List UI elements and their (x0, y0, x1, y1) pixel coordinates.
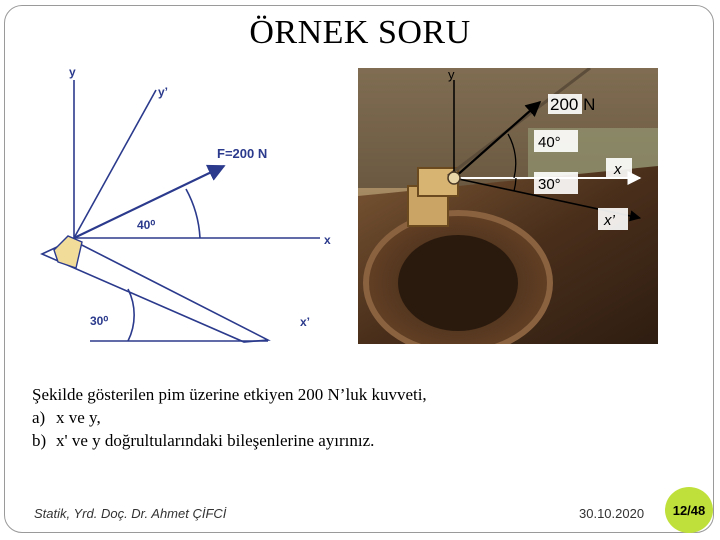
diagram-x-label: x (324, 233, 331, 247)
force-diagram (32, 62, 358, 348)
angle-arc-40 (186, 189, 200, 238)
footer-date: 30.10.2020 (579, 506, 645, 521)
photo-y-label: y (448, 68, 455, 82)
y-prime-axis-line (74, 90, 156, 238)
photo-x-label: x (614, 161, 622, 178)
pin-photo (358, 68, 658, 344)
problem-item-b (32, 429, 427, 452)
page-number-badge: 12/48 (665, 487, 713, 533)
diagram-y-label: y (69, 65, 76, 79)
footer-author: Statik, Yrd. Doç. Dr. Ahmet ÇİFCİ (34, 506, 227, 521)
photo-force-label: 200 N (550, 95, 596, 114)
diagram-angle-30-label: 30⁰ (90, 314, 109, 328)
photo-x-prime-label: x’ (604, 212, 615, 229)
diagram-angle-40-label: 40⁰ (137, 218, 156, 232)
slide-title: ÖRNEK SORU (249, 14, 471, 51)
problem-item-a (32, 406, 427, 429)
problem-statement (32, 383, 427, 452)
problem-item-text: x ve y, (56, 408, 101, 427)
list-marker: a) (32, 408, 46, 427)
diagram-force-label: F=200 N (217, 146, 268, 161)
diagram-x-prime-label: x’ (300, 315, 311, 329)
angle-arc-30 (128, 289, 134, 341)
list-marker: b) (32, 431, 47, 450)
diagram-y-prime-label: y’ (158, 85, 169, 99)
pin (54, 236, 82, 268)
photo-angle-40-label: 40° (538, 134, 561, 151)
problem-item-text: x' ve y doğrultularındaki bileşenlerine ayırınız. (56, 431, 375, 450)
photo-angle-30-label: 30° (538, 176, 561, 193)
problem-intro: Şekilde gösterilen pim üzerine etkiyen 200 N’luk kuvveti, (32, 385, 427, 404)
